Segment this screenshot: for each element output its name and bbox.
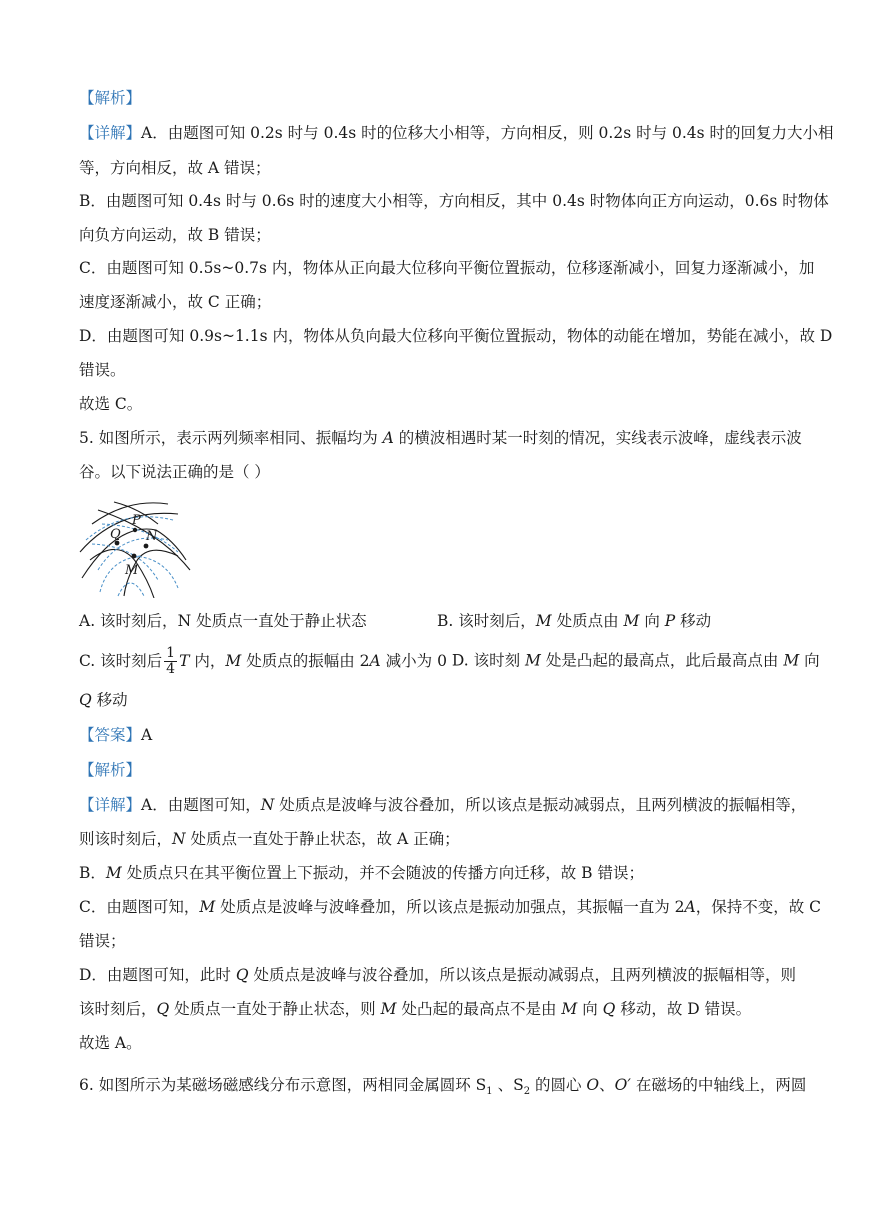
q5-option-c: C. 该时刻后 $\frac{1}{4}$ T 内，M 处质点的振幅由 2A 减小为 0: [79, 645, 447, 677]
q5-detail-line-3: B．M 处质点只在其平衡位置上下振动，并不会随波的传播方向迁移，故 B 错误；: [79, 864, 644, 882]
point-p-dot: [133, 528, 137, 532]
detail-tag: 【详解】: [79, 124, 142, 142]
q4-detail-line-4: 向负方向运动，故 B 错误；: [79, 226, 271, 244]
q4-detail-line-6: 速度逐渐减小，故 C 正确；: [79, 293, 272, 311]
trough-line: [134, 556, 178, 588]
q4-detail-line-7: D．由题图可知 0.9s~1.1s 内，物体从负向最大位移向平衡位置振动，物体的动能在增加，势能在减小，故 D: [79, 327, 833, 345]
crest-line: [90, 549, 154, 598]
analysis-tag: 【解析】: [79, 89, 142, 107]
q4-detail-line-1: 【详解】A．由题图可知 0.2s 时与 0.4s 时的位移大小相等，方向相反，则 0.2s 时与 0.4s 时的回复力大小相: [79, 124, 834, 142]
answer-tag: 【答案】: [79, 726, 142, 744]
q5-detail-line-1: 【详解】A．由题图可知，N 处质点是波峰与波谷叠加，所以该点是振动减弱点，且两列横波的振幅相等，: [79, 796, 807, 814]
q5-stem-line-2: 谷。以下说法正确的是（ ）: [79, 463, 270, 481]
q6-stem-line-1: 6. 如图所示为某磁场磁感线分布示意图，两相同金属圆环 $S_1$ 、$S_2$ 的圆心 O、O′ 在磁场的中轴线上，两圆: [79, 1076, 807, 1098]
fraction: $\frac{1}{4}$: [166, 645, 176, 677]
q4-detail-line-8: 错误。: [79, 361, 126, 379]
answer-value: A: [141, 726, 153, 744]
point-n-dot: [144, 544, 149, 549]
q4-detail-line-3: B．由题图可知 0.4s 时与 0.6s 时的速度大小相等，方向相反，其中 0.4s 时物体向正方向运动，0.6s 时物体: [79, 192, 829, 210]
q5-answer: [79, 724, 152, 746]
q4-detail-line-2: 等，方向相反，故 A 错误；: [79, 159, 271, 177]
q5-option-d: D. 该时刻 M 处是凸起的最高点，此后最高点由 M 向: [451, 651, 820, 670]
q5-option-d-line-2: Q 移动: [79, 691, 128, 709]
q5-conclusion: 故选 A。: [79, 1034, 142, 1052]
q4-conclusion: 故选 C。: [79, 395, 143, 413]
q5-analysis-tag: 【解析】: [79, 761, 142, 779]
point-m-dot: [132, 554, 137, 559]
label-p: P: [132, 513, 141, 528]
q5-option-b: B. 该时刻后，M 处质点由 M 向 P 移动: [437, 612, 712, 630]
q5-detail-line-4: C．由题图可知，M 处质点是波峰与波峰叠加，所以该点是振动加强点，其振幅一直为 2A，保持不变，故 C: [79, 898, 821, 916]
q5-detail-line-5: 错误；: [79, 932, 126, 950]
q4-detail-line-5: C．由题图可知 0.5s~0.7s 内，物体从正向最大位移向平衡位置振动，位移逐渐减小，回复力逐渐减小，加: [79, 259, 815, 277]
label-m: M: [125, 563, 139, 578]
trough-line: [86, 517, 173, 540]
trough-line: [118, 583, 144, 596]
q5-option-a: A. 该时刻后，N 处质点一直处于静止状态: [79, 612, 367, 630]
q5-detail-line-2: 则该时刻后，N 处质点一直处于静止状态，故 A 正确；: [79, 830, 460, 848]
q5-detail-line-7: 该时刻后，Q 处质点一直处于静止状态，则 M 处凸起的最高点不是由 M 向 Q 移动，故 D 错误。: [79, 1000, 752, 1018]
q5-stem-line-1: 5. 如图所示，表示两列频率相同、振幅均为 A 的横波相遇时某一时刻的情况，实线表示波峰，虚线表示波: [79, 429, 802, 447]
label-n: N: [146, 529, 158, 544]
label-q: Q: [110, 527, 121, 542]
wave-interference-figure: [78, 500, 193, 598]
q5-option-c-d-line: [79, 646, 820, 677]
q5-detail-line-6: D．由题图可知，此时 Q 处质点是波峰与波谷叠加，所以该点是振动减弱点，且两列横波的振幅相等，则: [79, 966, 797, 984]
